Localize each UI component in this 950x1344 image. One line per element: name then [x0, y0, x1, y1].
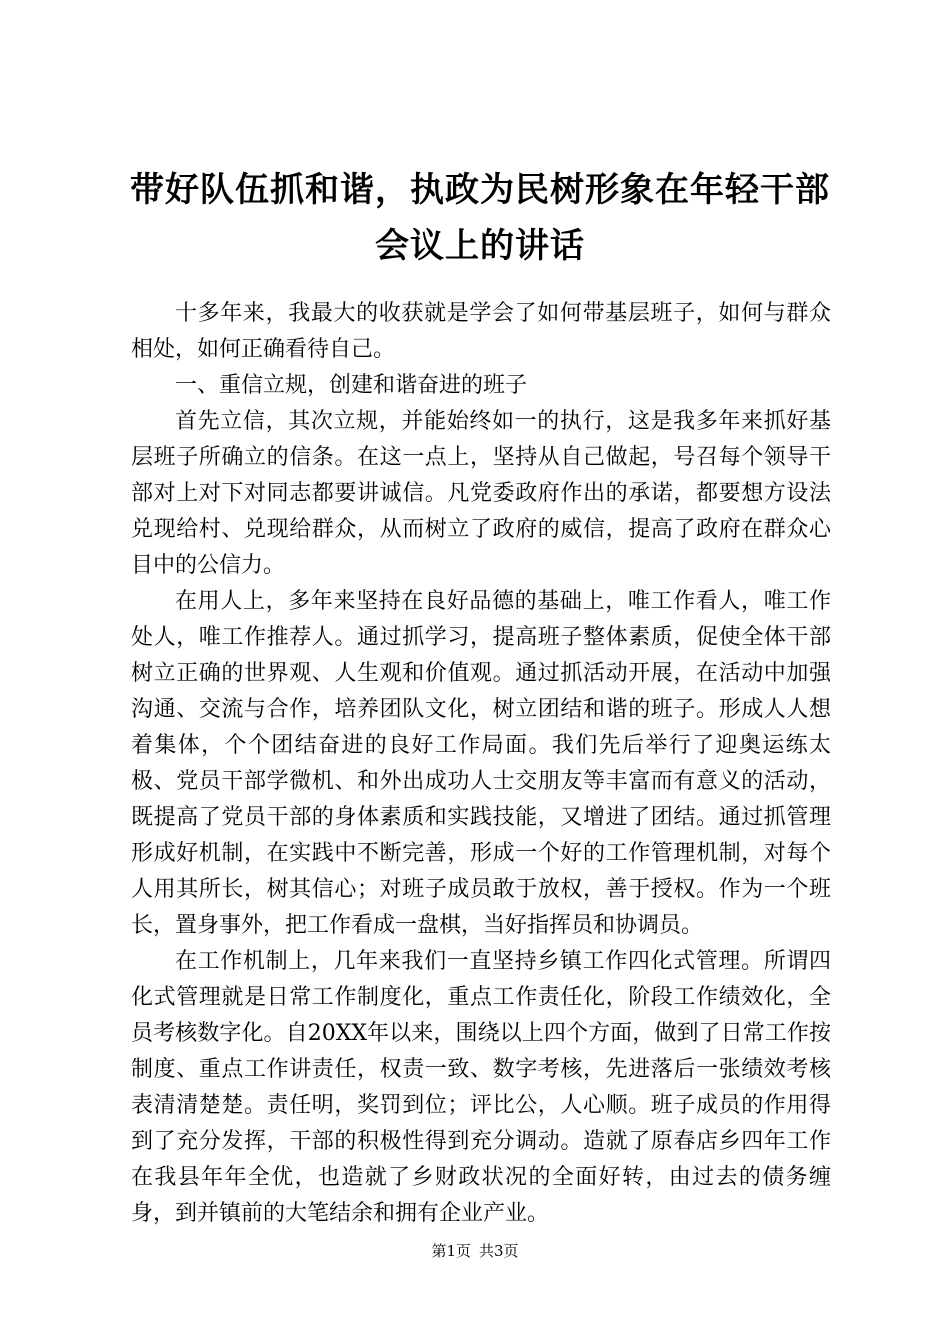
- page-total: 共3页: [479, 1242, 519, 1260]
- page-number: 第1页: [431, 1242, 471, 1260]
- paragraph-mechanism: 在工作机制上，几年来我们一直坚持乡镇工作四化式管理。所谓四化式管理就是日常工作制度化，重点工作责任化，阶段工作绩效化，全员考核数字化。自20XX年以来，围绕以上四个方面，做到了日常工作按制度、重点工作讲责任，权责一致、数字考核，先进落后一张绩效考核表清清楚楚。责任明，奖罚到位；评比公，人心顺。班子成员的作用得到了充分发挥，干部的积极性得到充分调动。造就了原春店乡四年工作在我县年年全优，也造就了乡财政状况的全面好转，由过去的债务缠身，到并镇前的大笔结余和拥有企业产业。: [131, 949, 831, 1226]
- paragraph-intro: 十多年来，我最大的收获就是学会了如何带基层班子，如何与群众相处，如何正确看待自己。: [131, 301, 831, 362]
- document-body: [131, 296, 831, 1232]
- paragraph-trust: 首先立信，其次立规，并能始终如一的执行，这是我多年来抓好基层班子所确立的信条。在这一点上，坚持从自己做起，号召每个领导干部对上对下对同志都要讲诚信。凡党委政府作出的承诺，都要想方设法兑现给村、兑现给群众，从而树立了政府的威信，提高了政府在群众心目中的公信力。: [131, 409, 831, 578]
- section-heading: 一、重信立规，创建和谐奋进的班子: [175, 373, 528, 398]
- page-footer: [0, 1241, 950, 1261]
- document-title: 带好队伍抓和谐，执政为民树形象在年轻干部会议上的讲话: [130, 170, 830, 266]
- paragraph-personnel: 在用人上，多年来坚持在良好品德的基础上，唯工作看人，唯工作处人，唯工作推荐人。通过抓学习，提高班子整体素质，促使全体干部树立正确的世界观、人生观和价值观。通过抓活动开展，在活动中加强沟通、交流与合作，培养团队文化，树立团结和谐的班子。形成人人想着集体，个个团结奋进的良好工作局面。我们先后举行了迎奥运练太极、党员干部学微机、和外出成功人士交朋友等丰富而有意义的活动，既提高了党员干部的身体素质和实践技能，又增进了团结。通过抓管理形成好机制，在实践中不断完善，形成一个好的工作管理机制，对每个人用其所长，树其信心；对班子成员敢于放权，善于授权。作为一个班长，置身事外，把工作看成一盘棋，当好指挥员和协调员。: [131, 589, 831, 938]
